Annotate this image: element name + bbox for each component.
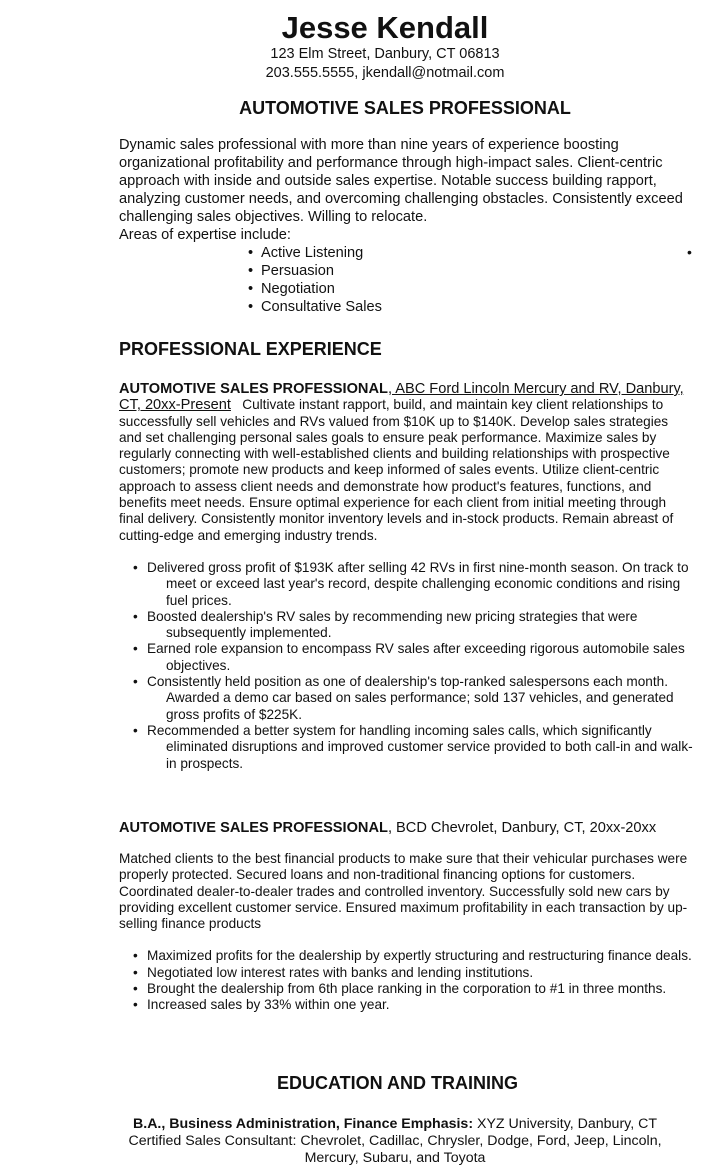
list-item: • Consistently held position as one of dealership's top-ranked salespersons each month. Awarded a demo car based on sales performance; sold 137 vehicles, and generated gross profits of $225K.: [133, 674, 674, 722]
list-item: • Negotiated low interest rates with banks and lending institutions.: [133, 964, 534, 980]
school: XYZ University, Danbury, CT: [473, 1116, 657, 1132]
job-2: [119, 820, 694, 1014]
job-title: AUTOMOTIVE SALES PROFESSIONAL: [119, 820, 388, 836]
list-item: • Boosted dealership's RV sales by recommending new pricing strategies that were subsequently implemented.: [133, 608, 638, 641]
education: [100, 1116, 690, 1167]
address: 123 Elm Street, Danbury, CT 06813: [270, 46, 500, 62]
job-summary: Cultivate instant rapport, build, and maintain key client relationships to successfully sell vehicles and RVs valued from $10K up to $140K. Develop sales strategies and set challenging personal sales goals to ensure peak performance. Maximize sales by regularly connecting with well-established clients and building relationships with prospective customers; promote new products and keep informed of sales events. Utilize client-centric approach to assess client needs and demonstrate how product's features, functions, and benefits meet needs. Ensure optimal experience for each client from initial meeting through final delivery. Consistently monitor inventory levels and in-stock products. Remain abreast of cutting-edge and emerging industry trends.: [119, 397, 674, 543]
job-employer: , BCD Chevrolet, Danbury, CT, 20xx-20xx: [387, 820, 657, 836]
summary-text: Dynamic sales professional with more than nine years of experience boosting organizational profitability and performance through high-impact sales. Client-centric approach with inside and outside sales expertise. Notable success building rapport, analyzing customer needs, and overcoming challenging obstacles. Consistently exceed challenging sales objectives. Willing to relocate.: [119, 137, 683, 225]
summary: [119, 136, 694, 316]
candidate-name: Jesse Kendall: [281, 10, 489, 45]
job-title: AUTOMOTIVE SALES PROFESSIONAL: [119, 381, 388, 397]
list-item: • Recommended a better system for handling incoming sales calls, which significantly eliminated disruptions and improved customer service provided to both call-in and walk-in prospects.: [133, 722, 693, 771]
education-heading: EDUCATION AND TRAINING: [277, 1073, 518, 1093]
job-1: [119, 381, 694, 772]
list-item: • Maximized profits for the dealership by expertly structuring and restructuring finance deals.: [133, 948, 692, 964]
resume-title: AUTOMOTIVE SALES PROFESSIONAL: [239, 98, 571, 118]
experience-heading: PROFESSIONAL EXPERIENCE: [119, 339, 382, 359]
list-item: • Consultative Sales: [0, 298, 694, 316]
job-bullets: [119, 948, 694, 1013]
list-item: • Brought the dealership from 6th place ranking in the corporation to #1 in three months.: [133, 981, 667, 997]
list-item: • Earned role expansion to encompass RV sales after exceeding rigorous automobile sales objectives.: [133, 641, 685, 673]
list-item: • Increased sales by 33% within one year.: [133, 997, 390, 1013]
list-item: • Active Listening: [0, 244, 694, 262]
contact-info: 203.555.5555, jkendall@notmail.com: [265, 65, 505, 81]
expertise-list: [0, 244, 694, 316]
list-item: • Delivered gross profit of $193K after selling 42 RVs in first nine-month season. On track to meet or exceed last year's record, despite challenging economic conditions and rising fuel prices.: [133, 559, 689, 608]
degree: B.A., Business Administration, Finance Emphasis:: [133, 1116, 474, 1132]
stray-bullet: •: [687, 244, 692, 260]
certification: Certified Sales Consultant: Chevrolet, Cadillac, Chrysler, Dodge, Ford, Jeep, Lincoln, Mercury, Subaru, and Toyota: [128, 1133, 662, 1166]
job-employer: , ABC Ford Lincoln Mercury and RV, Danbury, CT, 20xx-Present: [119, 381, 684, 414]
job-bullets: [119, 560, 694, 772]
list-item: • Persuasion: [0, 262, 694, 280]
expertise-intro: Areas of expertise include:: [119, 227, 291, 243]
job-summary: Matched clients to the best financial products to make sure that their vehicular purchases were properly protected. Secured loans and non-traditional financing options for customers. Coordinated dealer-to-dealer trades and controlled inventory. Successfully sold new cars by providing excellent customer service. Ensured maximum profitability in each transaction by up-selling finance products: [119, 851, 688, 932]
job-description: [119, 381, 694, 544]
list-item: • Negotiation: [0, 280, 694, 298]
